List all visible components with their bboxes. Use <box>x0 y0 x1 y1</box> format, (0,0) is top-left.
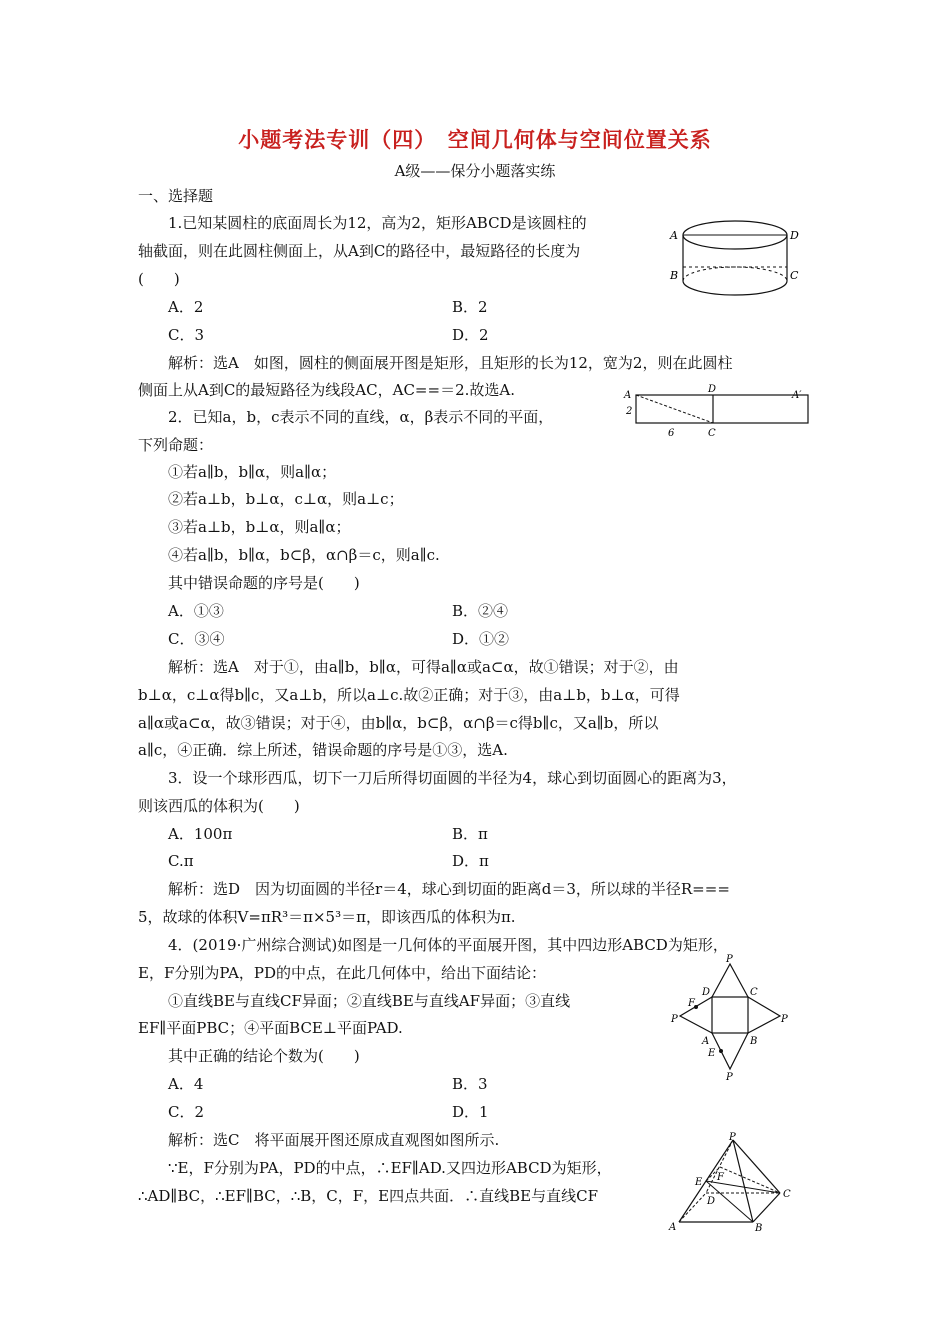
pyr-label-b: B <box>755 1223 763 1234</box>
q2-statement-2: ②若a⊥b，b⊥α，c⊥α，则a⊥c； <box>168 490 404 508</box>
pyr-label-p: P <box>729 1132 736 1143</box>
unfold-label-d: D <box>708 384 717 395</box>
q1-line1: 1.已知某圆柱的底面周长为12，高为2，矩形ABCD是该圆柱的 <box>168 214 587 232</box>
pyr-label-e: E <box>695 1177 703 1188</box>
q1-solution-line2: 侧面上从A到C的最短路径为线段AC，AC==＝2.故选A. <box>138 381 515 399</box>
net-label-p-right: P <box>781 1014 788 1025</box>
q4-option-a: A．4 <box>168 1075 204 1093</box>
q3-line2: 则该西瓜的体积为( ) <box>138 797 300 815</box>
q1-option-a: A．2 <box>168 298 204 316</box>
q2-line2: 下列命题： <box>138 436 214 454</box>
subtitle: A级——保分小题落实练 <box>394 162 556 180</box>
q2-option-a: A．①③ <box>168 602 224 620</box>
cyl-label-c: C <box>790 269 799 282</box>
unfold-label-a-prime: A′ <box>792 390 802 401</box>
q1-option-d: D．2 <box>452 326 489 344</box>
q2-solution-line1: 解析：选A 对于①，由a∥b，b∥α，可得a∥α或a⊂α，故①错误；对于②，由 <box>168 658 679 676</box>
section-heading: 一、选择题 <box>138 187 214 205</box>
net-label-f: F <box>688 998 695 1009</box>
unfold-length-label: 6 <box>668 428 675 439</box>
net-label-d: D <box>702 987 711 998</box>
pyr-label-d: D <box>707 1196 716 1207</box>
q3-solution-line2: 5，故球的体积V=πR³＝π×5³＝π，即该西瓜的体积为π. <box>138 908 516 926</box>
q2-line1: 2．已知a，b，c表示不同的直线，α，β表示不同的平面， <box>168 408 554 426</box>
net-label-p-top: P <box>726 954 733 965</box>
q2-statement-1: ①若a∥b，b∥α，则a∥α； <box>168 463 337 481</box>
q2-question: 其中错误命题的序号是( ) <box>168 574 360 592</box>
unfold-width-label: 2 <box>626 406 633 417</box>
unfolded-rectangle-figure <box>620 382 815 444</box>
net-label-c: C <box>750 987 758 998</box>
cyl-label-a: A <box>670 229 678 242</box>
q4-line4: EF∥平面PBC；④平面BCE⊥平面PAD. <box>138 1019 403 1037</box>
cyl-label-d: D <box>790 229 799 242</box>
pyramid-figure <box>665 1130 800 1235</box>
q1-option-c: C．3 <box>168 326 205 344</box>
q4-solution-line3: ∴AD∥BC，∴EF∥BC，∴B，C，F，E四点共面．∴直线BE与直线CF <box>138 1187 598 1205</box>
pyramid-net-figure <box>668 952 793 1084</box>
q2-option-b: B．②④ <box>452 602 509 620</box>
q3-option-b: B．π <box>452 825 488 843</box>
q2-solution-line3: a∥α或a⊂α，故③错误；对于④，由b∥α，b⊂β，α∩β＝c得b∥c，又a∥b，所以 <box>138 714 659 732</box>
q2-option-d: D．①② <box>452 630 510 648</box>
unfold-label-a: A <box>624 390 632 401</box>
q4-solution-line1: 解析：选C 将平面展开图还原成直观图如图所示. <box>168 1131 500 1149</box>
net-label-a: A <box>702 1036 710 1047</box>
q1-option-b: B．2 <box>452 298 488 316</box>
q3-option-d: D．π <box>452 852 489 870</box>
q3-solution-line1: 解析：选D 因为切面圆的半径r＝4，球心到切面的距离d＝3，所以球的半径R=== <box>168 880 730 898</box>
q2-option-c: C．③④ <box>168 630 225 648</box>
cyl-label-b: B <box>670 269 679 282</box>
page-title: 小题考法专训（四） 空间几何体与空间位置关系 <box>238 128 712 152</box>
q2-statement-4: ④若a∥b，b∥α，b⊂β，α∩β＝c，则a∥c. <box>168 546 440 564</box>
q1-line3: ( ) <box>138 270 180 288</box>
unfold-label-c: C <box>708 428 716 439</box>
q4-option-c: C．2 <box>168 1103 205 1121</box>
pyr-label-f: F <box>717 1172 724 1183</box>
pyr-label-c: C <box>783 1189 791 1200</box>
cylinder-figure <box>665 205 805 300</box>
q4-solution-line2: ∵E，F分别为PA，PD的中点，∴EF∥AD.又四边形ABCD为矩形， <box>168 1159 612 1177</box>
net-label-e: E <box>708 1048 716 1059</box>
q3-option-a: A．100π <box>168 825 233 843</box>
q3-option-c: C.π <box>168 852 194 870</box>
q4-line1: 4．(2019·广州综合测试)如图是一几何体的平面展开图，其中四边形ABCD为矩形， <box>168 936 728 954</box>
q4-line3: ①直线BE与直线CF异面；②直线BE与直线AF异面；③直线 <box>168 992 571 1010</box>
net-label-b: B <box>750 1036 758 1047</box>
q2-solution-line4: a∥c，④正确．综上所述，错误命题的序号是①③，选A. <box>138 741 508 759</box>
net-label-p-left: P <box>671 1014 678 1025</box>
net-label-p-bottom: P <box>726 1072 733 1083</box>
q4-option-d: D．1 <box>452 1103 489 1121</box>
q4-question: 其中正确的结论个数为( ) <box>168 1047 360 1065</box>
q4-option-b: B．3 <box>452 1075 488 1093</box>
q4-line2: E，F分别为PA，PD的中点，在此几何体中，给出下面结论： <box>138 964 547 982</box>
pyr-label-a: A <box>669 1222 677 1233</box>
q3-line1: 3．设一个球形西瓜，切下一刀后所得切面圆的半径为4，球心到切面圆心的距离为3， <box>168 769 737 787</box>
q1-solution-line1: 解析：选A 如图，圆柱的侧面展开图是矩形，且矩形的长为12，宽为2，则在此圆柱 <box>168 354 733 372</box>
q1-line2: 轴截面，则在此圆柱侧面上，从A到C的路径中，最短路径的长度为 <box>138 242 581 260</box>
q2-solution-line2: b⊥α，c⊥α得b∥c，又a⊥b，所以a⊥c.故②正确；对于③，由a⊥b，b⊥α，可得 <box>138 686 680 704</box>
q2-statement-3: ③若a⊥b，b⊥α，则a∥α； <box>168 518 351 536</box>
